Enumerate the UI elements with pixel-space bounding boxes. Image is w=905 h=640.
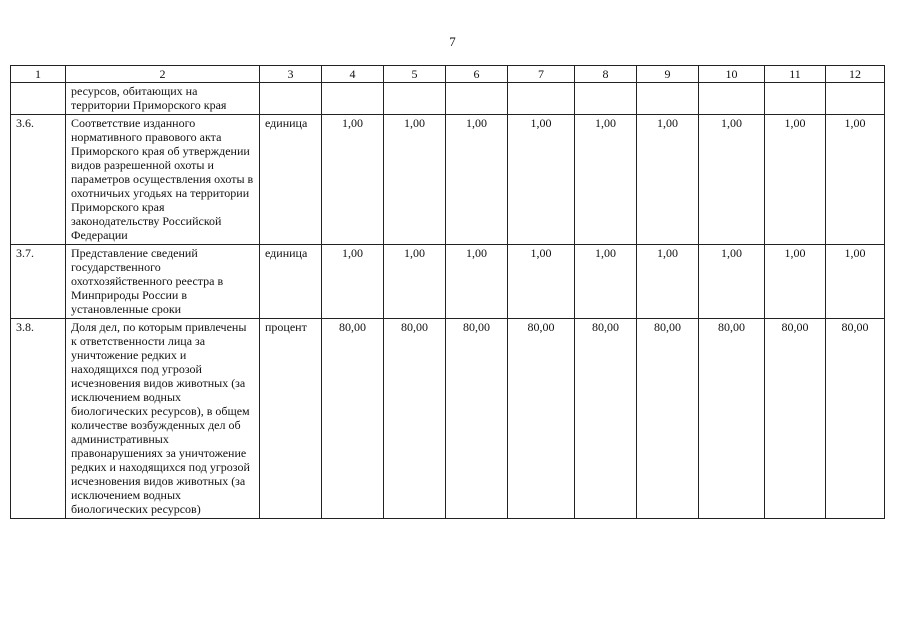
value-cell: 1,00 bbox=[637, 245, 699, 319]
value-cell: 1,00 bbox=[826, 115, 885, 245]
table-row bbox=[11, 245, 885, 319]
row-number: 3.8. bbox=[11, 319, 66, 519]
column-number: 6 bbox=[446, 66, 508, 83]
value-cell bbox=[826, 83, 885, 115]
value-cell: 1,00 bbox=[699, 115, 765, 245]
value-cell: 1,00 bbox=[384, 115, 446, 245]
column-number: 3 bbox=[260, 66, 322, 83]
column-number: 8 bbox=[575, 66, 637, 83]
value-cell bbox=[322, 83, 384, 115]
value-cell: 1,00 bbox=[446, 115, 508, 245]
value-cell: 1,00 bbox=[384, 245, 446, 319]
value-cell: 80,00 bbox=[322, 319, 384, 519]
column-number: 4 bbox=[322, 66, 384, 83]
column-number: 7 bbox=[508, 66, 575, 83]
row-number bbox=[11, 83, 66, 115]
value-cell: 1,00 bbox=[322, 115, 384, 245]
column-number: 1 bbox=[11, 66, 66, 83]
value-cell: 1,00 bbox=[575, 115, 637, 245]
value-cell: 1,00 bbox=[699, 245, 765, 319]
unit-cell: единица bbox=[260, 245, 322, 319]
value-cell: 80,00 bbox=[637, 319, 699, 519]
value-cell: 1,00 bbox=[508, 245, 575, 319]
value-cell bbox=[699, 83, 765, 115]
value-cell: 1,00 bbox=[826, 245, 885, 319]
value-cell: 80,00 bbox=[699, 319, 765, 519]
value-cell: 1,00 bbox=[765, 245, 826, 319]
table-row bbox=[11, 319, 885, 519]
value-cell: 80,00 bbox=[384, 319, 446, 519]
value-cell bbox=[508, 83, 575, 115]
page-number: 7 bbox=[449, 34, 456, 49]
value-cell: 1,00 bbox=[508, 115, 575, 245]
value-cell bbox=[637, 83, 699, 115]
indicator-name: ресурсов, обитающих на территории Приморского края bbox=[66, 83, 260, 115]
indicator-name: Доля дел, по которым привлечены к ответственности лица за уничтожение редких и находящихся под угрозой исчезновения видов животных (за исключением водных биологических ресурсов), в общем количестве возбужденных дел об административных правонарушениях за уничтожение редких и находящихся под угрозой исчезновения видов животных (за исключением водных биологических ресурсов) bbox=[66, 319, 260, 519]
indicators-table bbox=[10, 65, 885, 519]
indicator-name: Представление сведений государственного охотхозяйственного реестра в Минприроды России в установленные сроки bbox=[66, 245, 260, 319]
value-cell: 1,00 bbox=[322, 245, 384, 319]
value-cell: 1,00 bbox=[765, 115, 826, 245]
row-number: 3.7. bbox=[11, 245, 66, 319]
value-cell: 1,00 bbox=[637, 115, 699, 245]
value-cell: 1,00 bbox=[446, 245, 508, 319]
table-row bbox=[11, 115, 885, 245]
column-number: 12 bbox=[826, 66, 885, 83]
column-number: 10 bbox=[699, 66, 765, 83]
unit-cell: процент bbox=[260, 319, 322, 519]
value-cell: 80,00 bbox=[508, 319, 575, 519]
value-cell bbox=[446, 83, 508, 115]
unit-cell bbox=[260, 83, 322, 115]
value-cell: 80,00 bbox=[826, 319, 885, 519]
column-number-row bbox=[11, 66, 885, 83]
unit-cell: единица bbox=[260, 115, 322, 245]
column-number: 11 bbox=[765, 66, 826, 83]
row-number: 3.6. bbox=[11, 115, 66, 245]
indicator-name: Соответствие изданного нормативного правового акта Приморского края об утверждении видов разрешенной охоты и параметров осуществления охоты в охотничьих угодьях на территории Приморского края законодательству Российской Федерации bbox=[66, 115, 260, 245]
value-cell bbox=[384, 83, 446, 115]
value-cell: 80,00 bbox=[765, 319, 826, 519]
value-cell: 1,00 bbox=[575, 245, 637, 319]
table-row bbox=[11, 83, 885, 115]
value-cell: 80,00 bbox=[575, 319, 637, 519]
column-number: 5 bbox=[384, 66, 446, 83]
value-cell: 80,00 bbox=[446, 319, 508, 519]
value-cell bbox=[765, 83, 826, 115]
column-number: 9 bbox=[637, 66, 699, 83]
value-cell bbox=[575, 83, 637, 115]
column-number: 2 bbox=[66, 66, 260, 83]
